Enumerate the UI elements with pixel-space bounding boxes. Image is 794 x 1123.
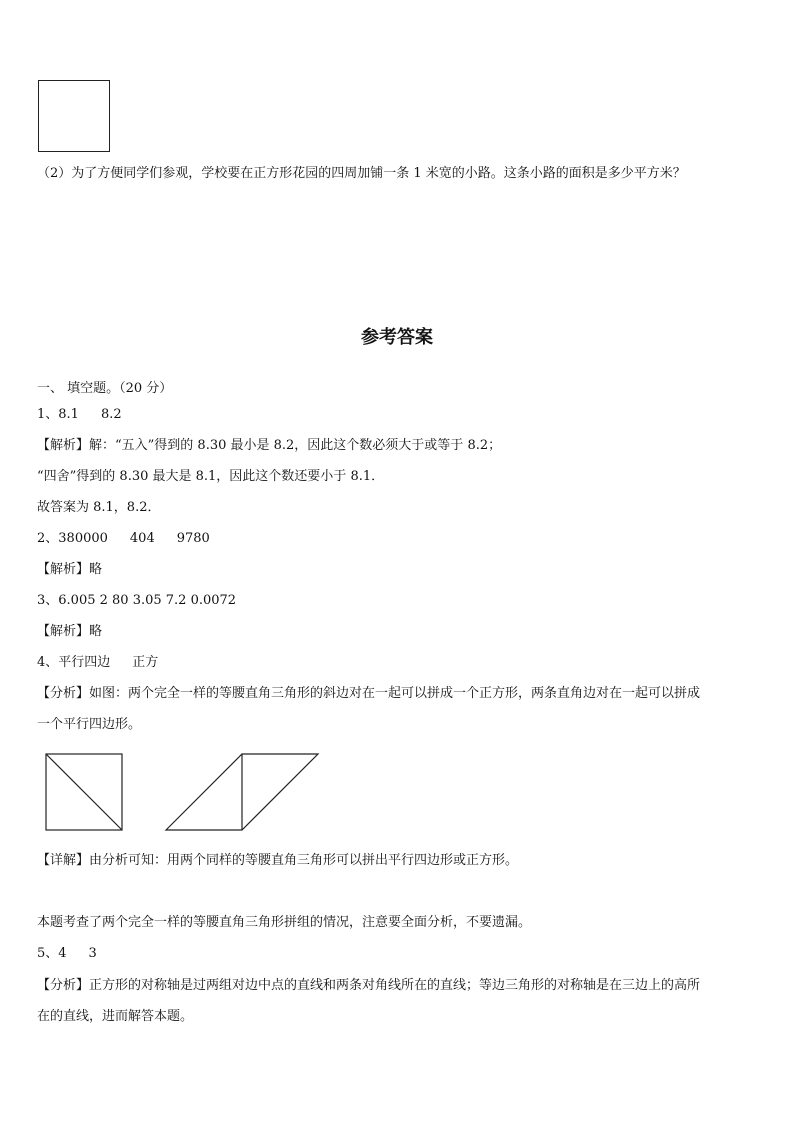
answer-1-analysis-line-1: 【解析】解：“五入”得到的 8.30 最小是 8.2，因此这个数必须大于或等于 8.2；: [37, 438, 502, 453]
answer-4-comment: 本题考查了两个完全一样的等腰直角三角形拼组的情况，注意要全面分析，不要遗漏。: [37, 915, 532, 930]
answer-2-value-b: 404: [129, 531, 155, 546]
answer-1-analysis-line-2: “四舍”得到的 8.30 最大是 8.1，因此这个数还要小于 8.1．: [37, 469, 385, 484]
answer-1-analysis-line-3: 故答案为 8.1，8.2．: [37, 500, 161, 515]
answer-5-value-b: 3: [88, 946, 97, 961]
answer-1-value-b: 8.2: [100, 407, 122, 422]
answer-3: 3、6.005 2 80 3.05 7.2 0.0072: [37, 593, 237, 608]
answer-4: [37, 654, 158, 672]
part1-heading: 一、 填空题。（20 分）: [37, 381, 173, 396]
answer-4-analysis-line-2: 一个平行四边形。: [37, 717, 142, 732]
parallelogram-from-triangles: [166, 754, 318, 830]
answer-2-value-c: 9780: [176, 531, 210, 546]
answer-2: [37, 530, 210, 548]
answer-4-value-b: 正方: [132, 655, 159, 670]
page-title: 参考答案: [361, 327, 433, 348]
answer-4-analysis-line-1: 【分析】如图：两个完全一样的等腰直角三角形的斜边对在一起可以拼成一个正方形，两条直角边对在一起可以拼成: [37, 686, 701, 701]
answer-4-detail: 【详解】由分析可知：用两个同样的等腰直角三角形可以拼出平行四边形或正方形。: [37, 853, 519, 868]
answer-3-analysis: 【解析】略: [37, 624, 103, 639]
answer-5-analysis-line-2: 在的直线，进而解答本题。: [37, 1009, 194, 1024]
answer-2-value-a: 2、380000: [37, 531, 108, 546]
answer-2-analysis: 【解析】略: [37, 562, 103, 577]
answer-4-value-a: 4、平行四边: [37, 655, 111, 670]
answer-5: [37, 945, 97, 963]
square-garden-figure: [38, 80, 110, 152]
answer-5-analysis-line-1: 【分析】正方形的对称轴是过两组对边中点的直线和两条对角线所在的直线；等边三角形的对称轴是在三边上的高所: [37, 978, 701, 993]
answer-5-value-a: 5、4: [37, 946, 67, 961]
question-2-text: （2）为了方便同学们参观，学校要在正方形花园的四周加铺一条 1 米宽的小路。这条小路的面积是多少平方米？: [37, 166, 686, 181]
answer-1: [37, 406, 122, 424]
square-from-triangles: [46, 754, 122, 830]
answer-1-value-a: 1、8.1: [37, 407, 79, 422]
triangle-assembly-figure: [40, 748, 330, 834]
